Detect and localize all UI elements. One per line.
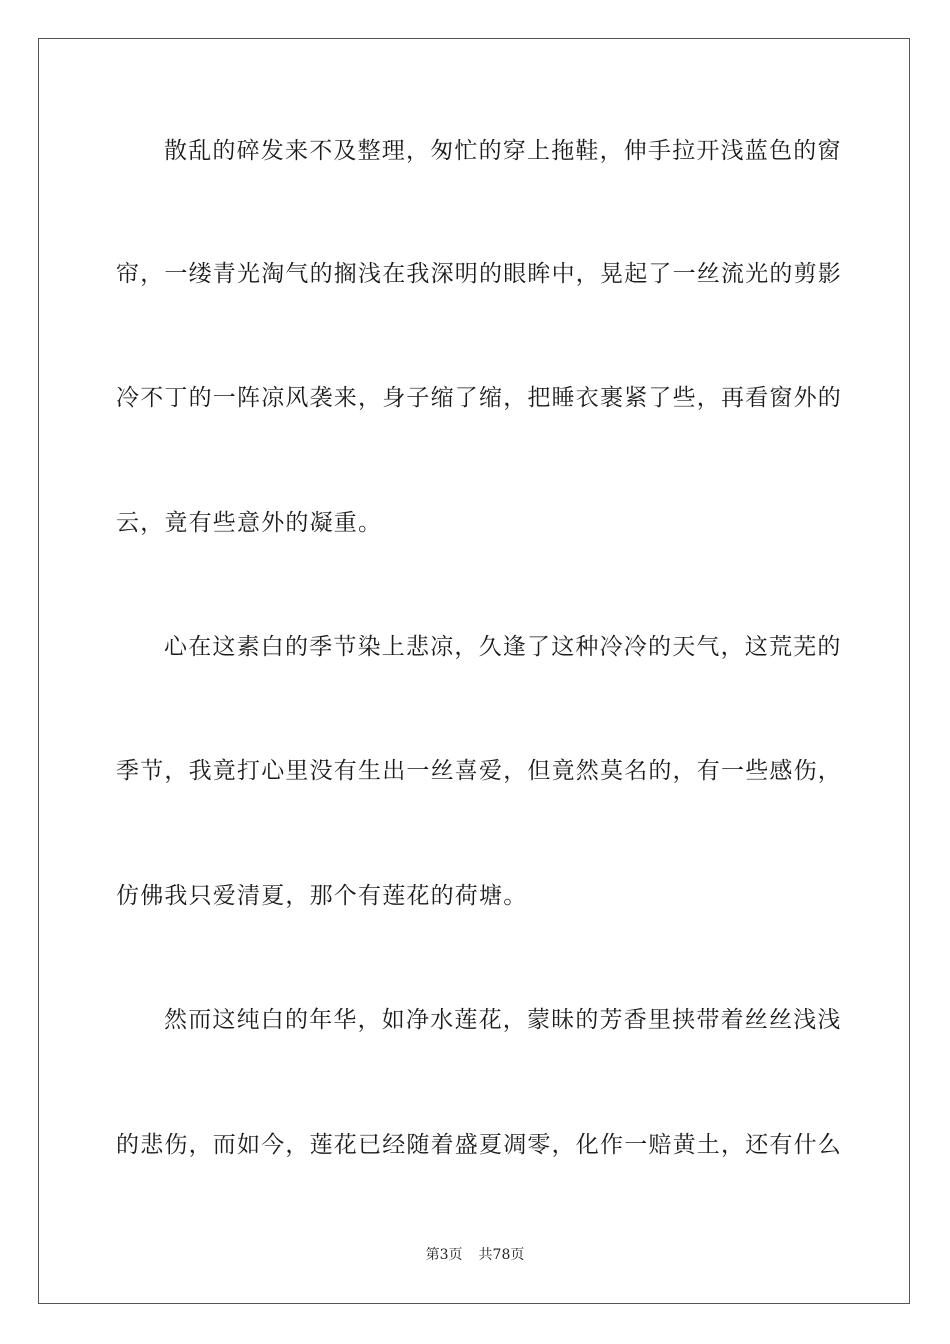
- paragraph-2-line-1: 心在这素白的季节染上悲凉，久逢了这种冷冷的天气，这荒芜的: [164, 634, 842, 660]
- page-number: 第3页: [425, 1247, 463, 1263]
- page-border: [38, 38, 910, 1304]
- paragraph-3-line-2: 的悲伤，而如今，莲花已经随着盛夏凋零，化作一赔黄土，还有什么: [116, 1132, 842, 1158]
- paragraph-3-line-1: 然而这纯白的年华，如净水莲花，蒙昧的芳香里挟带着丝丝浅浅: [164, 1007, 842, 1033]
- page-total: 共78页: [478, 1247, 525, 1263]
- paragraph-2-line-3: 仿佛我只爱清夏，那个有莲花的荷塘。: [116, 883, 528, 909]
- paragraph-1-line-2: 帘，一缕青光淘气的搁浅在我深明的眼眸中，晃起了一丝流光的剪影: [116, 261, 842, 287]
- paragraph-1-line-1: 散乱的碎发来不及整理，匆忙的穿上拖鞋，伸手拉开浅蓝色的窗: [164, 138, 842, 164]
- paragraph-2-line-2: 季节，我竟打心里没有生出一丝喜爱，但竟然莫名的，有一些感伤，: [116, 758, 842, 784]
- page-footer: [0, 1246, 950, 1264]
- paragraph-1-line-4: 云，竟有些意外的凝重。: [116, 510, 383, 536]
- paragraph-1-line-3: 冷不丁的一阵凉风袭来，身子缩了缩，把睡衣裹紧了些，再看窗外的: [116, 385, 842, 411]
